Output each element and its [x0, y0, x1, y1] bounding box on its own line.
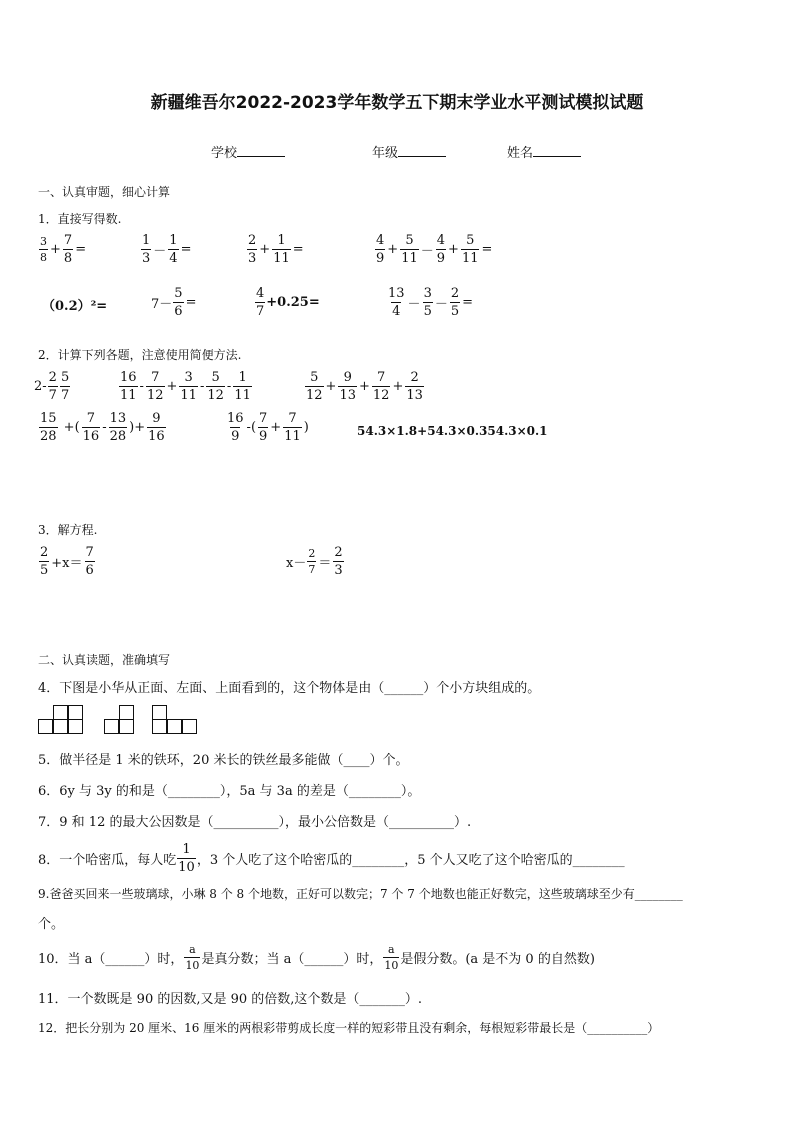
q1-expr-3: $\frac{2}{3}$ + $\frac{1}{11}$ = — [248, 233, 304, 266]
fraction: $\frac{3}{11}$ — [180, 370, 197, 403]
fraction: $\frac{7}{8}$ — [63, 233, 73, 266]
fraction: $\frac{4}{7}$ — [256, 286, 265, 319]
fraction: $\frac{16}{9}$ — [227, 411, 244, 444]
fraction: $\frac{9}{13}$ — [339, 370, 356, 403]
fraction: $\frac{3}{5}$ — [423, 286, 432, 319]
q4-text: 4．下图是小华从正面、左面、上面看到的，这个物体是由（______）个小方块组成的。 — [38, 681, 541, 696]
q2-label: 2．计算下列各题，注意使用简便方法. — [38, 348, 242, 362]
q12-text: 12．把长分别为 20 厘米、16 厘米的两根彩带剪成长度一样的短彩带且没有剩余，每根短彩带最长是（__________） — [38, 1021, 660, 1035]
fraction: $\frac{13}{28}$ — [109, 411, 127, 444]
front-view-figure — [38, 705, 86, 735]
fraction: $\frac{7}{9}$ — [259, 411, 268, 444]
page-title: 新疆维吾尔2022-2023学年数学五下期末学业水平测试模拟试题 — [150, 93, 644, 113]
q6-text: 6．6y 与 3y 的和是（________），5a 与 3a 的差是（________）。 — [38, 784, 421, 799]
fraction: $\frac{2}{13}$ — [406, 370, 423, 403]
q1-expr-2: $\frac{1}{3}$ － $\frac{1}{4}$ = — [142, 233, 192, 266]
fraction: $\frac{1}{3}$ — [142, 233, 151, 266]
q1-expr-4: $\frac{4}{9}$ + $\frac{5}{11}$ － $\frac{4}{9}$ + $\frac{5}{11}$ = — [376, 233, 493, 266]
left-view-figure — [104, 705, 136, 735]
q2-expr-5: $\frac{16}{9}$ -( $\frac{7}{9}$ + $\frac{7}{11}$ ) — [227, 411, 309, 444]
fraction: $\frac{4}{9}$ — [376, 233, 385, 266]
q3-equation-2: x－ $\frac{2}{7}$ ＝ $\frac{2}{3}$ — [286, 545, 343, 578]
fraction: $\frac{1}{11}$ — [273, 233, 290, 266]
name-field[interactable]: 姓名 — [507, 142, 581, 161]
top-view-figure — [152, 705, 200, 735]
fraction: $\frac{1}{4}$ — [169, 233, 178, 266]
fraction: $\frac{7}{12}$ — [372, 370, 390, 403]
fraction: $\frac{2}{5}$ — [450, 286, 460, 319]
q10-text: 10．当 a（______）时， $\frac{a}{10}$ 是真分数；当 a（______）时， $\frac{a}{10}$ 是假分数。(a 是不为 0 的自然数) — [38, 943, 595, 972]
q5-text: 5．做半径是 1 米的铁环，20 米长的铁丝最多能做（____）个。 — [38, 753, 409, 768]
section2-heading: 二、认真读题，准确填写 — [38, 653, 171, 667]
q2-expr-6: 54.3×1.8+54.3×0.354.3×0.1 — [357, 424, 548, 438]
q11-text: 11．一个数既是 90 的因数,又是 90 的倍数,这个数是（_______）. — [38, 992, 423, 1007]
fraction: $\frac{1}{11}$ — [234, 370, 251, 403]
q9-text-line2: 个。 — [38, 917, 65, 932]
q9-text-line1: 9.爸爸买回来一些玻璃球，小琳 8 个 8 个地数，正好可以数完；7 个 7 个地数也能正好数完，这些玻璃球至少有________ — [38, 887, 683, 901]
fraction: $\frac{13}{4}$ — [388, 286, 405, 319]
fraction: $\frac{5}{12}$ — [207, 370, 224, 403]
fraction: $\frac{2}{3}$ — [334, 545, 343, 578]
q3-equation-1: $\frac{2}{5}$ +x＝ $\frac{7}{6}$ — [40, 545, 94, 578]
fraction: $\frac{7}{12}$ — [146, 370, 164, 403]
fraction: $\frac{15}{28}$ — [40, 411, 57, 444]
fraction: $\frac{5}{11}$ — [461, 233, 479, 266]
fraction: $\frac{2}{3}$ — [248, 233, 257, 266]
fraction: $\frac{5}{7}$ — [60, 370, 70, 403]
fraction: $\frac{7}{6}$ — [85, 545, 94, 578]
q1-expr-1: $\frac{3}{8}$ + $\frac{7}{8}$ = — [40, 233, 87, 266]
q1-expr-8: $\frac{13}{4}$ － $\frac{3}{5}$ － $\frac{2}{5}$ = — [388, 286, 474, 319]
grade-field[interactable]: 年级 — [372, 142, 446, 161]
fraction: $\frac{7}{16}$ — [82, 411, 100, 444]
school-field[interactable]: 学校 — [211, 142, 285, 161]
q1-label: 1．直接写得数. — [38, 212, 122, 226]
fraction: $\frac{5}{6}$ — [174, 286, 183, 319]
fraction: $\frac{2}{7}$ — [308, 547, 316, 576]
q2-expr-4: $\frac{15}{28}$ +( $\frac{7}{16}$ - $\frac{13}{28}$ )+ $\frac{9}{16}$ — [40, 411, 165, 444]
fraction: $\frac{2}{5}$ — [40, 545, 49, 578]
fraction: $\frac{a}{10}$ — [185, 943, 200, 972]
q2-expr-3: $\frac{5}{12}$ + $\frac{9}{13}$ + $\frac{7}{12}$ + $\frac{2}{13}$ — [306, 370, 423, 403]
fraction: $\frac{3}{8}$ — [40, 235, 47, 264]
q2-expr-1: 2- $\frac{2}{7}$ $\frac{5}{7}$ — [34, 370, 70, 403]
q3-label: 3．解方程. — [38, 523, 98, 537]
q2-expr-2: $\frac{16}{11}$ - $\frac{7}{12}$ + $\frac{3}{11}$ - $\frac{5}{12}$ - $\frac{1}{11}$ — [120, 370, 251, 403]
q1-expr-6: 7－ $\frac{5}{6}$ = — [151, 286, 197, 319]
fraction: $\frac{2}{7}$ — [48, 370, 57, 403]
fraction: $\frac{1}{10}$ — [178, 842, 195, 875]
section1-heading: 一、认真审题，细心计算 — [38, 185, 171, 199]
fraction: $\frac{5}{12}$ — [306, 370, 323, 403]
fraction: $\frac{4}{9}$ — [436, 233, 446, 266]
fraction: $\frac{a}{10}$ — [384, 943, 399, 972]
q8-text: 8．一个哈密瓜，每人吃 $\frac{1}{10}$ ，3 个人吃了这个哈密瓜的________，5 个人又吃了这个哈密瓜的________ — [38, 842, 625, 875]
fraction: $\frac{16}{11}$ — [120, 370, 137, 403]
q1-expr-7: $\frac{4}{7}$ +0.25= — [256, 286, 320, 319]
fraction: $\frac{9}{16}$ — [148, 411, 165, 444]
fraction: $\frac{5}{11}$ — [401, 233, 418, 266]
fraction: $\frac{7}{11}$ — [284, 411, 301, 444]
q1-expr-5: （0.2）²= — [42, 299, 108, 314]
q7-text: 7．9 和 12 的最大公因数是（__________），最小公倍数是（__________）. — [38, 815, 472, 830]
